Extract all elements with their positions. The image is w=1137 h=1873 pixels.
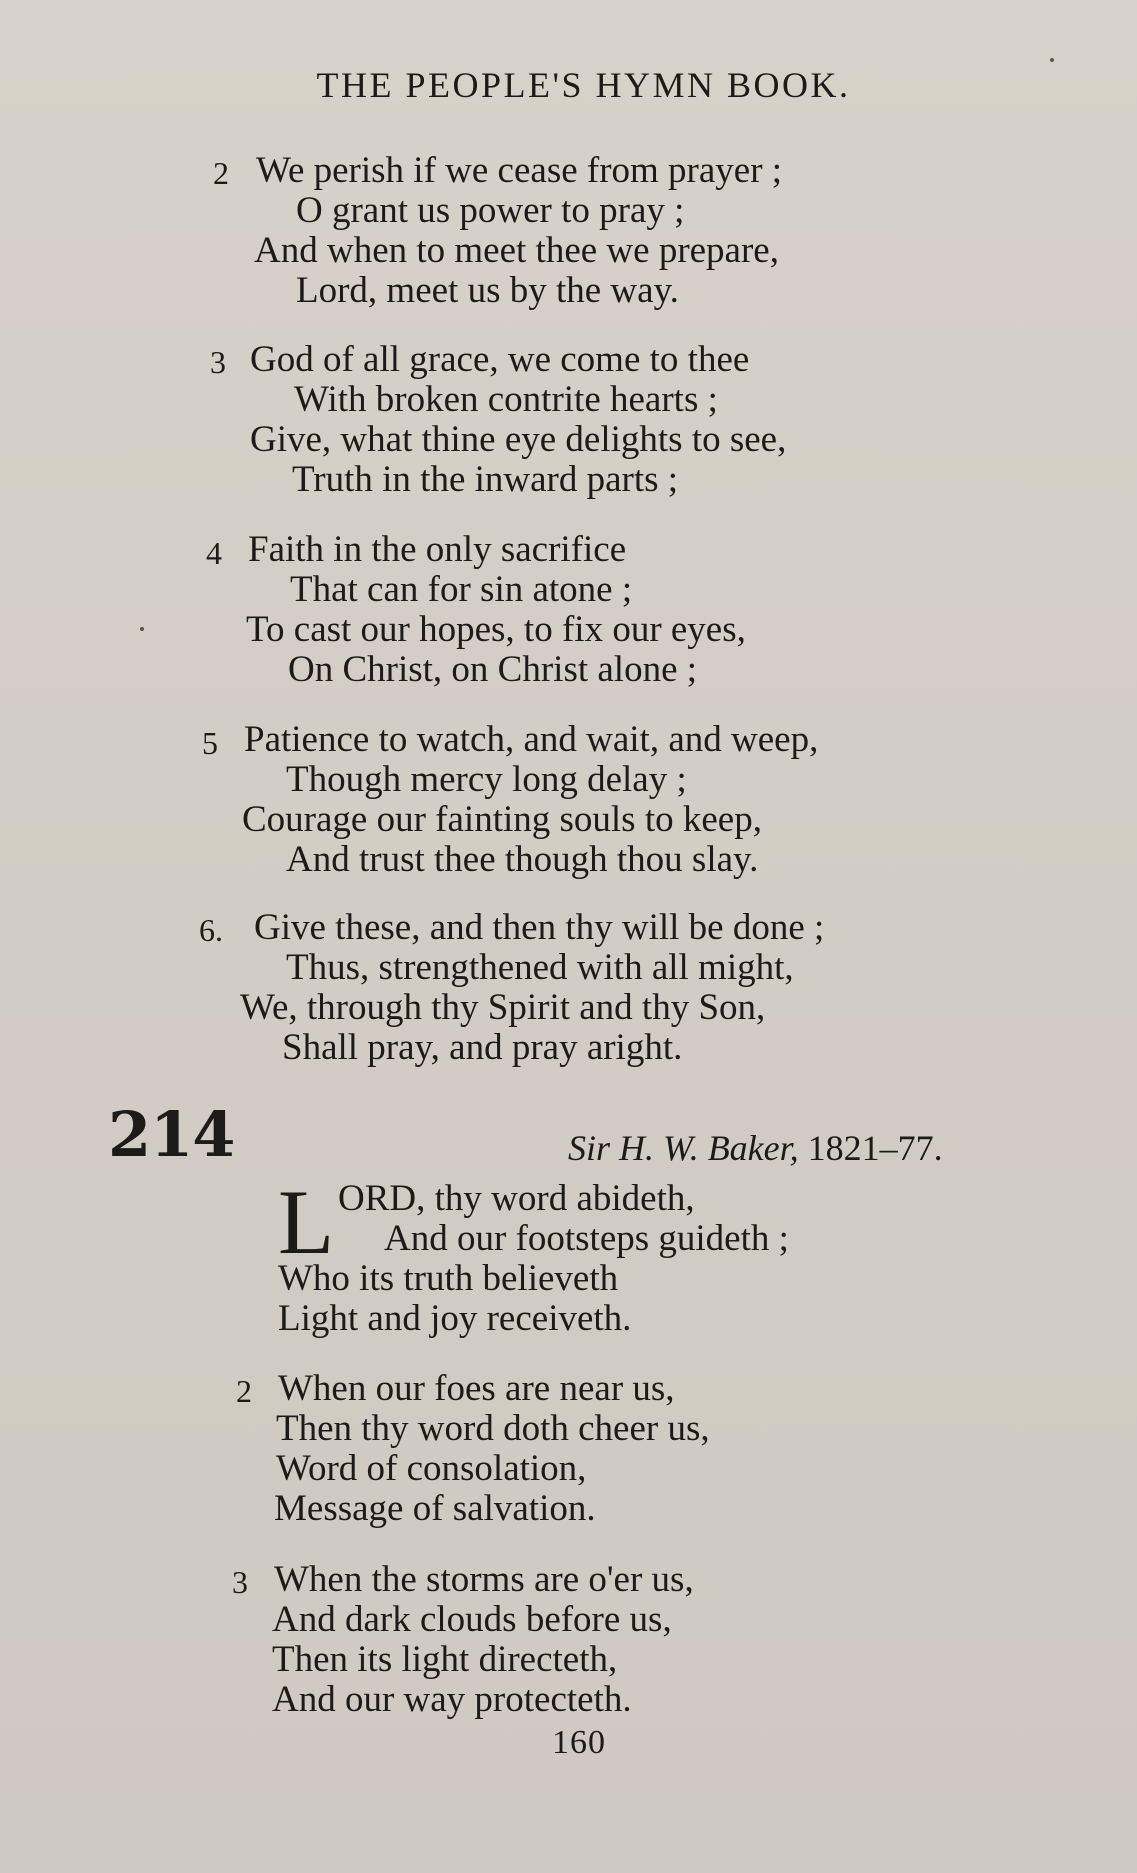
verse-line: When our foes are near us,	[278, 1368, 675, 1409]
verse-line: Though mercy long delay ;	[286, 759, 687, 800]
verse-line: ORD, thy word abideth,	[338, 1178, 695, 1219]
verse-line: And our footsteps guideth ;	[384, 1218, 789, 1259]
verse-line: Give these, and then thy will be done ;	[254, 907, 825, 948]
verse-line: Courage our fainting souls to keep,	[242, 799, 762, 840]
verse-line: Then thy word doth cheer us,	[276, 1408, 710, 1449]
verse-line: And dark clouds before us,	[272, 1599, 672, 1640]
verse-number: 6.	[199, 912, 223, 948]
verse-line: Shall pray, and pray aright.	[282, 1027, 683, 1068]
verse-line: Then its light directeth,	[272, 1639, 618, 1680]
verse-number: 2	[213, 155, 229, 191]
hymn-number: 214	[108, 1098, 235, 1171]
verse-line: When the storms are o'er us,	[274, 1559, 694, 1600]
verse-line: And our way protecteth.	[272, 1679, 632, 1720]
author-dates: 1821–77.	[807, 1128, 943, 1168]
verse-line: God of all grace, we come to thee	[250, 339, 750, 380]
verse-line: We perish if we cease from prayer ;	[256, 150, 783, 191]
running-head: THE PEOPLE'S HYMN BOOK.	[316, 65, 851, 105]
verse-number: 3	[210, 344, 226, 380]
page-number: 160	[552, 1724, 606, 1761]
author-name: Sir H. W. Baker,	[568, 1128, 799, 1168]
verse-line: Lord, meet us by the way.	[296, 270, 679, 311]
verse-line: And trust thee though thou slay.	[286, 839, 759, 880]
verse-line: Message of salvation.	[274, 1488, 596, 1529]
verse-line: Patience to watch, and wait, and weep,	[244, 719, 819, 760]
drop-cap: L	[278, 1171, 335, 1273]
verse-line: Give, what thine eye delights to see,	[250, 419, 787, 460]
verse-line: Who its truth believeth	[278, 1258, 619, 1299]
verse-number: 3	[232, 1564, 248, 1600]
verse-number: 5	[202, 725, 218, 761]
paper-speck	[1050, 58, 1054, 62]
paper-speck	[140, 627, 144, 631]
hymn-author	[568, 1130, 943, 1166]
verse-line: On Christ, on Christ alone ;	[288, 649, 698, 690]
verse-line: To cast our hopes, to fix our eyes,	[246, 609, 746, 650]
verse-line: Thus, strengthened with all might,	[286, 947, 794, 988]
verse-line: Word of consolation,	[276, 1448, 587, 1489]
verse-number: 2	[236, 1373, 252, 1409]
verse-line: Truth in the inward parts ;	[292, 459, 679, 500]
verse-line: And when to meet thee we prepare,	[254, 230, 779, 271]
verse-line: Light and joy receiveth.	[278, 1298, 632, 1339]
verse-line: We, through thy Spirit and thy Son,	[240, 987, 766, 1028]
verse-line: O grant us power to pray ;	[296, 190, 685, 231]
verse-line: With broken contrite hearts ;	[294, 379, 718, 420]
verse-number: 4	[206, 535, 222, 571]
verse-line: That can for sin atone ;	[290, 569, 633, 610]
verse-line: Faith in the only sacrifice	[248, 529, 627, 570]
